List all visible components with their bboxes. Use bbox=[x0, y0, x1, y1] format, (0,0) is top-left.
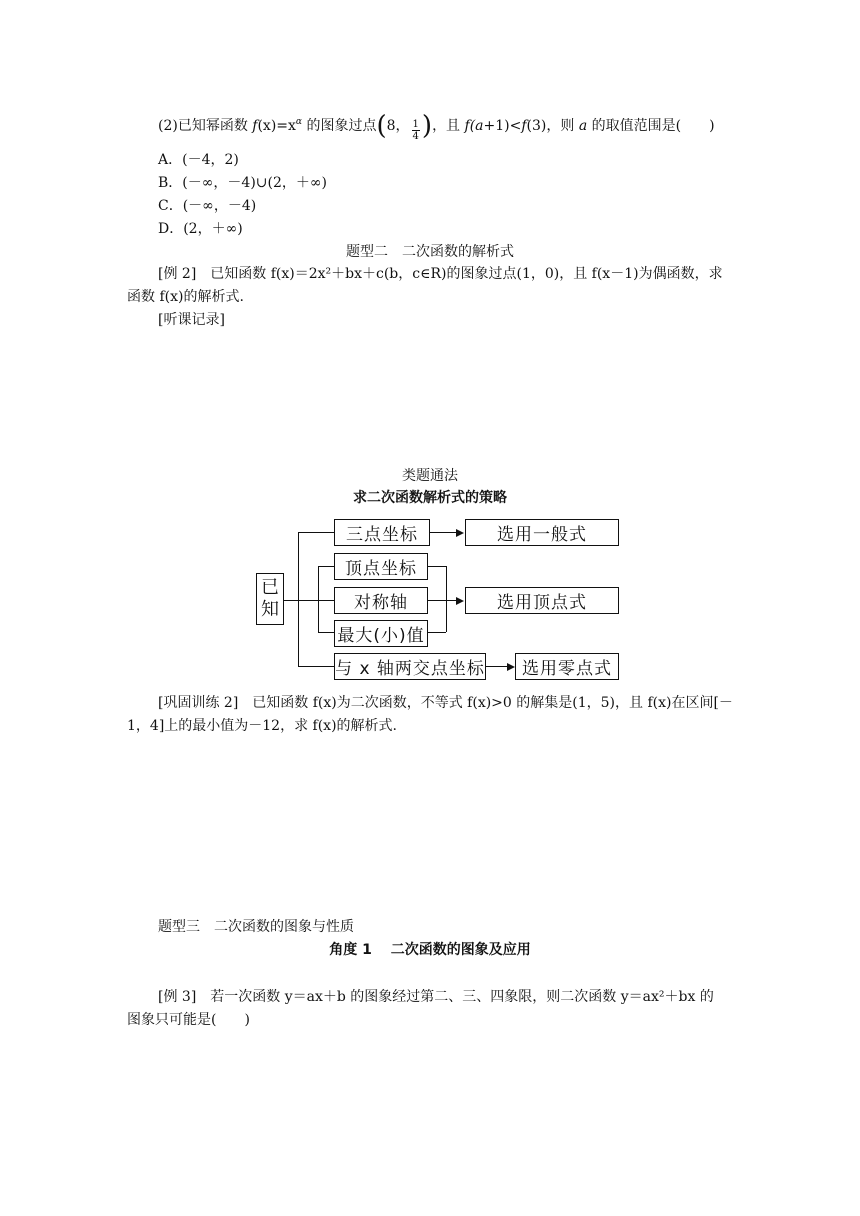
option-d: D．(2，＋∞) bbox=[158, 221, 243, 237]
extreme-value-box: 最大(小)值 bbox=[334, 620, 428, 647]
fraction-numerator: 1 bbox=[412, 119, 419, 130]
connector-known bbox=[284, 600, 299, 601]
q2-a-var: a bbox=[578, 118, 588, 134]
q2-cond-f2: f bbox=[521, 118, 527, 134]
three-points-box: 三点坐标 bbox=[334, 519, 430, 546]
connector-trunk bbox=[298, 532, 299, 666]
bracket-left-bottom bbox=[318, 632, 334, 633]
open-paren: ( bbox=[376, 111, 387, 141]
vertex-coord-box: 顶点坐标 bbox=[334, 553, 428, 580]
bracket-right bbox=[446, 566, 447, 632]
x-intersections-box: 与 x 轴两交点坐标 bbox=[334, 653, 486, 680]
general-form-box: 选用一般式 bbox=[465, 519, 619, 546]
q2-after: ，且 bbox=[432, 118, 465, 134]
q2-cond-f: f bbox=[464, 118, 470, 134]
q2-mid: 的图象过点 bbox=[302, 118, 377, 134]
zero-form-box: 选用零点式 bbox=[515, 653, 619, 680]
q2-cond-a: (a bbox=[469, 118, 484, 134]
training-2-line2: 1，4]上的最小值为－12，求 f(x)的解析式. bbox=[127, 718, 397, 734]
q2-tail: 的取值范围是( ) bbox=[587, 118, 715, 134]
notes-label: [听课记录] bbox=[158, 312, 225, 328]
example-2-line1: [例 2] 已知函数 f(x)＝2x²＋bx＋c(b，c∈R)的图象过点(1，0)，且 f(x－1)为偶函数，求 bbox=[158, 266, 723, 282]
fraction-one-quarter bbox=[412, 119, 420, 142]
bracket-right-bottom bbox=[428, 632, 446, 633]
fraction-denominator: 4 bbox=[412, 131, 419, 142]
q2-power-func: (x)=x bbox=[257, 118, 296, 134]
connector-row1 bbox=[298, 532, 334, 533]
training-2-line1: [巩固训练 2] 已知函数 f(x)为二次函数，不等式 f(x)>0 的解集是(1，5)，且 f(x)在区间[－ bbox=[158, 695, 733, 711]
q2-point-x: 8， bbox=[386, 118, 410, 134]
option-b: B．(－∞，－4)∪(2，＋∞) bbox=[158, 175, 328, 191]
connector-row3 bbox=[298, 666, 334, 667]
arrow-head-2 bbox=[456, 597, 464, 605]
bracket-left bbox=[318, 566, 319, 632]
option-c: C．(－∞，－4) bbox=[158, 198, 257, 214]
section-3-title: 题型三 二次函数的图象与性质 bbox=[158, 919, 354, 935]
q2-fx: f bbox=[252, 118, 258, 134]
q2-prefix: (2)已知幂函数 bbox=[158, 118, 253, 134]
question-2-stem bbox=[158, 111, 715, 142]
known-box bbox=[256, 573, 284, 625]
axis-symmetry-box: 对称轴 bbox=[334, 587, 428, 614]
q2-cond-rest: +1)< bbox=[483, 118, 522, 134]
q2-cond-end: (3)，则 bbox=[526, 118, 579, 134]
bracket-right-top bbox=[428, 566, 446, 567]
known-bottom-char: 知 bbox=[261, 599, 279, 620]
arrow-line-2 bbox=[428, 600, 458, 601]
arrow-head-3 bbox=[507, 663, 515, 671]
connector-row2 bbox=[298, 600, 334, 601]
vertex-form-box: 选用顶点式 bbox=[465, 587, 619, 614]
arrow-line-3 bbox=[486, 666, 509, 667]
bracket-left-top bbox=[318, 566, 334, 567]
section-2-title: 题型二 二次函数的解析式 bbox=[346, 244, 514, 260]
option-a: A．(－4，2) bbox=[158, 152, 239, 168]
arrow-line-1 bbox=[430, 532, 458, 533]
close-paren: ) bbox=[421, 111, 433, 141]
angle-1-title: 角度 1 二次函数的图象及应用 bbox=[329, 942, 531, 958]
example-3-line2: 图象只可能是( ) bbox=[127, 1012, 250, 1028]
method-subheading: 求二次函数解析式的策略 bbox=[353, 490, 507, 506]
arrow-head-1 bbox=[456, 529, 464, 537]
example-2-line2: 函数 f(x)的解析式. bbox=[127, 289, 244, 305]
example-3-line1: [例 3] 若一次函数 y＝ax＋b 的图象经过第二、三、四象限，则二次函数 y＝ax²＋bx 的 bbox=[158, 989, 714, 1005]
method-heading: 类题通法 bbox=[402, 468, 458, 484]
q2-exponent: α bbox=[295, 117, 302, 127]
known-top-char: 已 bbox=[261, 577, 279, 598]
